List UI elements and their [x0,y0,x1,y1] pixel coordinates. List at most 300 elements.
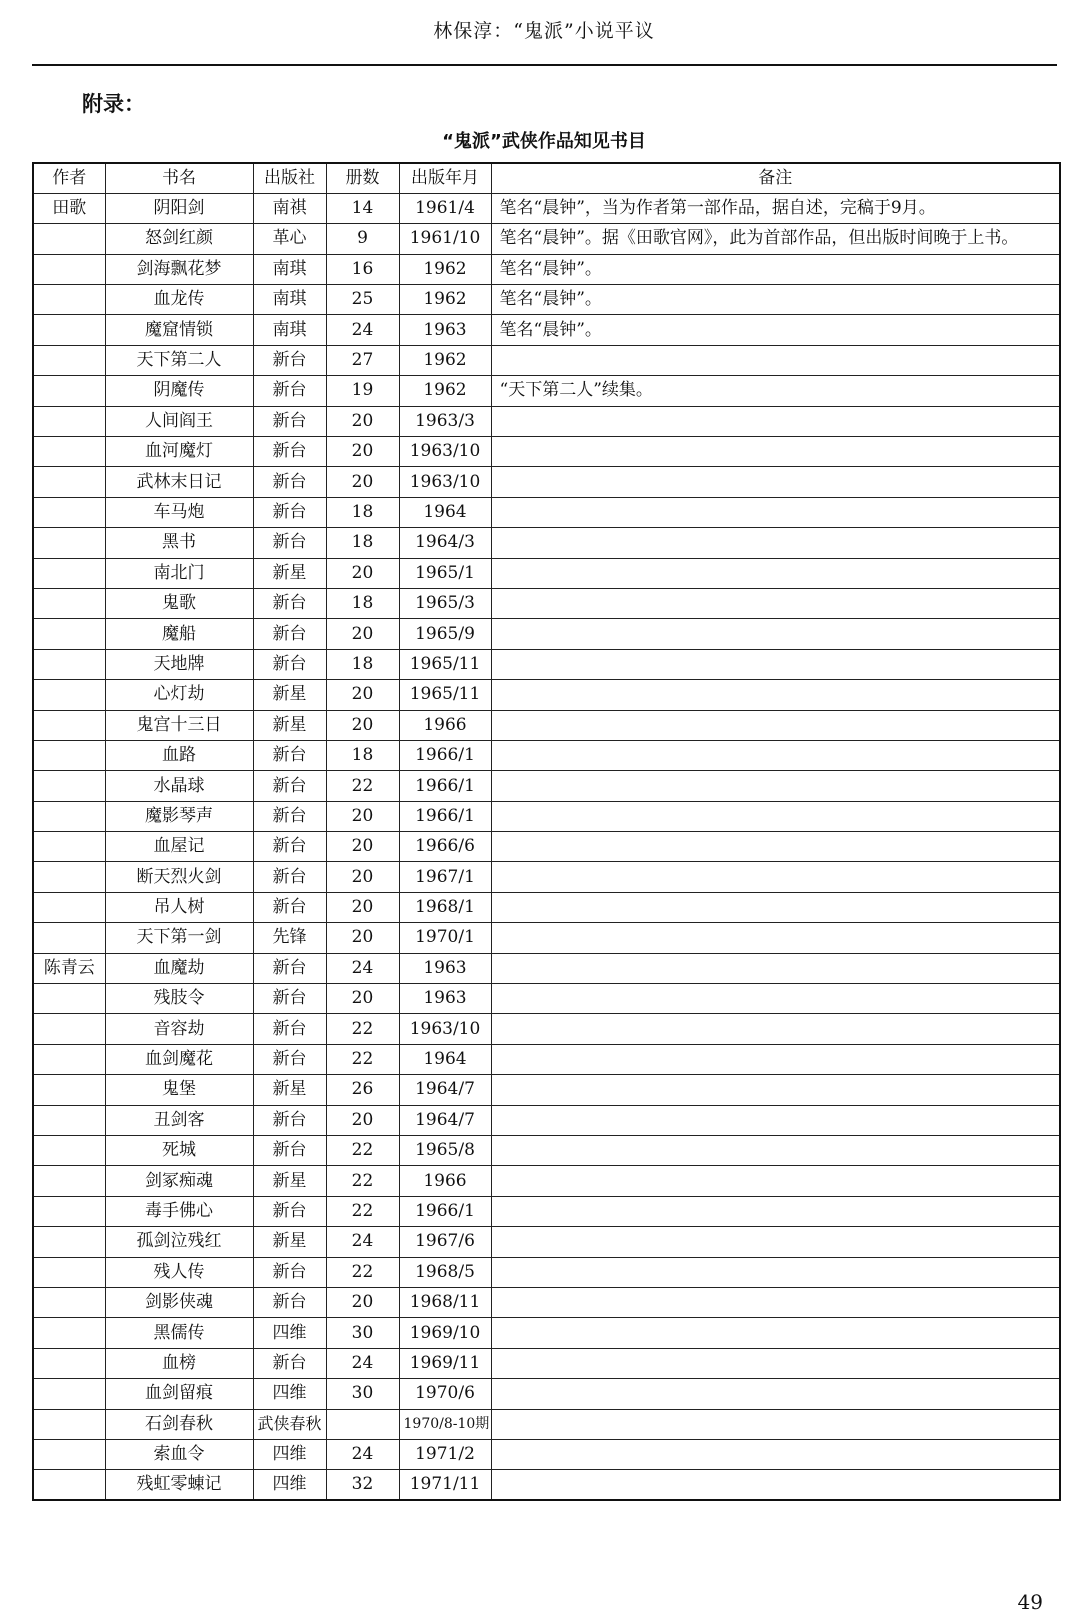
date-cell: 1970/6 [399,1379,491,1409]
volumes-cell: 20 [326,437,399,467]
column-header-author: 作者 [33,163,105,193]
note-cell [491,1075,1060,1105]
title-cell: 血剑留痕 [105,1379,253,1409]
title-cell: 断天烈火剑 [105,862,253,892]
volumes-cell: 20 [326,862,399,892]
date-cell: 1970/8-10期 [399,1409,491,1439]
author-cell [33,1348,105,1378]
date-cell: 1968/1 [399,892,491,922]
note-cell [491,497,1060,527]
title-cell: 索血令 [105,1439,253,1469]
title-cell: 武林末日记 [105,467,253,497]
volumes-cell: 22 [326,1136,399,1166]
table-row [33,1379,1060,1409]
author-cell [33,467,105,497]
volumes-cell: 24 [326,1348,399,1378]
table-row [33,1014,1060,1044]
note-cell [491,1136,1060,1166]
table-row [33,1136,1060,1166]
volumes-cell: 20 [326,832,399,862]
note-cell: 笔名“晨钟”。 [491,285,1060,315]
volumes-cell: 22 [326,1257,399,1287]
date-cell: 1963/10 [399,1014,491,1044]
volumes-cell: 22 [326,1196,399,1226]
volumes-cell: 20 [326,619,399,649]
note-cell: 笔名“晨钟”，当为作者第一部作品，据自述，完稿于9月。 [491,193,1060,223]
author-cell [33,345,105,375]
title-cell: 血屋记 [105,832,253,862]
publisher-cell: 新台 [253,437,326,467]
author-cell [33,1409,105,1439]
volumes-cell: 24 [326,315,399,345]
volumes-cell: 22 [326,1044,399,1074]
author-cell [33,1044,105,1074]
date-cell: 1966 [399,710,491,740]
author-cell [33,740,105,770]
author-cell [33,923,105,953]
title-cell: 剑影侠魂 [105,1287,253,1317]
volumes-cell: 9 [326,224,399,254]
title-cell: 丑剑客 [105,1105,253,1135]
table-row [33,680,1060,710]
table-row [33,1075,1060,1105]
table-row [33,1318,1060,1348]
author-cell [33,1318,105,1348]
table-row [33,649,1060,679]
date-cell: 1962 [399,345,491,375]
table-row [33,376,1060,406]
volumes-cell: 20 [326,1105,399,1135]
author-cell [33,862,105,892]
note-cell [491,1379,1060,1409]
note-cell [491,1105,1060,1135]
note-cell: 笔名“晨钟”。 [491,254,1060,284]
title-cell: 鬼歌 [105,588,253,618]
date-cell: 1962 [399,285,491,315]
publisher-cell: 新台 [253,740,326,770]
title-cell: 阴魔传 [105,376,253,406]
title-cell: 剑海飘花梦 [105,254,253,284]
date-cell: 1961/4 [399,193,491,223]
publisher-cell: 四维 [253,1379,326,1409]
table-title: “鬼派”武侠作品知见书目 [442,131,646,152]
publisher-cell: 四维 [253,1470,326,1500]
title-cell: 魔船 [105,619,253,649]
publisher-cell: 新台 [253,771,326,801]
column-header-title: 书名 [105,163,253,193]
table-row [33,619,1060,649]
publisher-cell: 新台 [253,984,326,1014]
note-cell [491,801,1060,831]
section-label: 附录： [82,92,145,116]
volumes-cell: 18 [326,649,399,679]
table-row [33,1105,1060,1135]
volumes-cell: 20 [326,710,399,740]
note-cell [491,1166,1060,1196]
date-cell: 1966/1 [399,1196,491,1226]
author-cell [33,1196,105,1226]
note-cell [491,832,1060,862]
volumes-cell: 20 [326,558,399,588]
publisher-cell: 新星 [253,558,326,588]
author-cell [33,224,105,254]
publisher-cell: 新台 [253,953,326,983]
date-cell: 1961/10 [399,224,491,254]
publisher-cell: 新台 [253,1105,326,1135]
title-cell: 怒剑红颜 [105,224,253,254]
volumes-cell: 19 [326,376,399,406]
author-cell [33,619,105,649]
table-row [33,528,1060,558]
volumes-cell: 18 [326,588,399,618]
publisher-cell: 新星 [253,680,326,710]
date-cell: 1963/10 [399,437,491,467]
volumes-cell: 25 [326,285,399,315]
note-cell: 笔名“晨钟”。 [491,315,1060,345]
title-cell: 鬼堡 [105,1075,253,1105]
table-row [33,588,1060,618]
note-cell [491,406,1060,436]
table-row [33,1439,1060,1469]
note-cell [491,1318,1060,1348]
column-header-volumes: 册数 [326,163,399,193]
title-cell: 阴阳剑 [105,193,253,223]
table-row [33,1044,1060,1074]
publisher-cell: 新台 [253,892,326,922]
publisher-cell: 新台 [253,1014,326,1044]
title-cell: 剑冢痴魂 [105,1166,253,1196]
author-cell [33,801,105,831]
table-row [33,254,1060,284]
title-cell: 魔影琴声 [105,801,253,831]
note-cell [491,1044,1060,1074]
date-cell: 1965/3 [399,588,491,618]
title-cell: 心灯劫 [105,680,253,710]
publisher-cell: 新台 [253,376,326,406]
date-cell: 1962 [399,376,491,406]
column-header-date: 出版年月 [399,163,491,193]
note-cell [491,619,1060,649]
publisher-cell: 新台 [253,1044,326,1074]
publisher-cell: 新台 [253,1287,326,1317]
author-cell [33,649,105,679]
title-cell: 血剑魔花 [105,1044,253,1074]
title-cell: 血龙传 [105,285,253,315]
publisher-cell: 新台 [253,497,326,527]
date-cell: 1966 [399,1166,491,1196]
table-row [33,558,1060,588]
date-cell: 1966/1 [399,801,491,831]
author-cell [33,437,105,467]
volumes-cell: 24 [326,1439,399,1469]
publisher-cell: 新星 [253,1166,326,1196]
title-cell: 鬼宫十三日 [105,710,253,740]
publisher-cell: 武侠春秋 [253,1409,326,1439]
author-cell: 陈青云 [33,953,105,983]
table-row [33,437,1060,467]
author-cell [33,1257,105,1287]
volumes-cell: 20 [326,892,399,922]
date-cell: 1971/2 [399,1439,491,1469]
page-number: 49 [1017,1590,1043,1614]
table-row [33,497,1060,527]
title-cell: 死城 [105,1136,253,1166]
table-row [33,1409,1060,1439]
publisher-cell: 南琪 [253,285,326,315]
author-cell: 田歌 [33,193,105,223]
author-cell [33,984,105,1014]
author-cell [33,892,105,922]
title-cell: 残人传 [105,1257,253,1287]
title-cell: 血榜 [105,1348,253,1378]
title-cell: 南北门 [105,558,253,588]
header-rule [32,64,1057,66]
volumes-cell [326,1409,399,1439]
note-cell [491,1348,1060,1378]
note-cell [491,710,1060,740]
title-cell: 血河魔灯 [105,437,253,467]
date-cell: 1966/1 [399,740,491,770]
note-cell [491,1227,1060,1257]
date-cell: 1965/9 [399,619,491,649]
table-row [33,345,1060,375]
author-cell [33,710,105,740]
publisher-cell: 新台 [253,1196,326,1226]
author-cell [33,285,105,315]
volumes-cell: 22 [326,1166,399,1196]
author-cell [33,680,105,710]
volumes-cell: 20 [326,801,399,831]
title-cell: 吊人树 [105,892,253,922]
author-cell [33,497,105,527]
note-cell [491,1014,1060,1044]
volumes-cell: 14 [326,193,399,223]
title-cell: 天下第二人 [105,345,253,375]
note-cell [491,1409,1060,1439]
date-cell: 1968/5 [399,1257,491,1287]
volumes-cell: 16 [326,254,399,284]
author-cell [33,588,105,618]
title-cell: 血魔劫 [105,953,253,983]
date-cell: 1965/8 [399,1136,491,1166]
note-cell [491,558,1060,588]
note-cell [491,528,1060,558]
author-cell [33,1227,105,1257]
date-cell: 1966/1 [399,771,491,801]
date-cell: 1967/6 [399,1227,491,1257]
date-cell: 1964/7 [399,1105,491,1135]
publisher-cell: 新台 [253,1136,326,1166]
table-header-row [33,163,1060,193]
table-row [33,1166,1060,1196]
table-row [33,771,1060,801]
publisher-cell: 新台 [253,1348,326,1378]
column-header-note: 备注 [491,163,1060,193]
column-header-publisher: 出版社 [253,163,326,193]
publisher-cell: 新星 [253,1075,326,1105]
title-cell: 残虹零蝀记 [105,1470,253,1500]
table-row [33,923,1060,953]
publisher-cell: 新台 [253,801,326,831]
table-row [33,862,1060,892]
table-row [33,740,1060,770]
volumes-cell: 20 [326,984,399,1014]
date-cell: 1963/10 [399,467,491,497]
volumes-cell: 32 [326,1470,399,1500]
volumes-cell: 20 [326,406,399,436]
date-cell: 1963/3 [399,406,491,436]
table-row [33,1470,1060,1500]
title-cell: 音容劫 [105,1014,253,1044]
date-cell: 1964 [399,1044,491,1074]
author-cell [33,254,105,284]
volumes-cell: 24 [326,953,399,983]
publisher-cell: 新台 [253,406,326,436]
volumes-cell: 26 [326,1075,399,1105]
volumes-cell: 18 [326,497,399,527]
title-cell: 水晶球 [105,771,253,801]
date-cell: 1964/7 [399,1075,491,1105]
date-cell: 1966/6 [399,832,491,862]
date-cell: 1971/11 [399,1470,491,1500]
author-cell [33,528,105,558]
note-cell [491,771,1060,801]
publisher-cell: 新台 [253,832,326,862]
author-cell [33,1075,105,1105]
title-cell: 车马炮 [105,497,253,527]
note-cell: “天下第二人”续集。 [491,376,1060,406]
author-cell [33,1379,105,1409]
author-cell [33,1287,105,1317]
running-header: 林保淳：“鬼派”小说平议 [433,20,655,42]
publisher-cell: 新台 [253,467,326,497]
table-row [33,710,1060,740]
note-cell [491,345,1060,375]
author-cell [33,1470,105,1500]
date-cell: 1970/1 [399,923,491,953]
title-cell: 天下第一剑 [105,923,253,953]
table-row [33,801,1060,831]
author-cell [33,315,105,345]
date-cell: 1962 [399,254,491,284]
date-cell: 1963 [399,984,491,1014]
table-row [33,1287,1060,1317]
date-cell: 1964 [399,497,491,527]
table-row [33,1196,1060,1226]
table-row [33,832,1060,862]
title-cell: 血路 [105,740,253,770]
date-cell: 1967/1 [399,862,491,892]
table-row [33,953,1060,983]
volumes-cell: 22 [326,771,399,801]
title-cell: 残肢令 [105,984,253,1014]
date-cell: 1965/11 [399,649,491,679]
note-cell [491,892,1060,922]
author-cell [33,1105,105,1135]
author-cell [33,1136,105,1166]
volumes-cell: 30 [326,1318,399,1348]
publisher-cell: 新台 [253,649,326,679]
note-cell [491,740,1060,770]
author-cell [33,1439,105,1469]
volumes-cell: 20 [326,923,399,953]
author-cell [33,376,105,406]
title-cell: 孤剑泣残红 [105,1227,253,1257]
title-cell: 黑书 [105,528,253,558]
note-cell [491,680,1060,710]
author-cell [33,406,105,436]
title-cell: 毒手佛心 [105,1196,253,1226]
table-row [33,1348,1060,1378]
publisher-cell: 新台 [253,588,326,618]
volumes-cell: 24 [326,1227,399,1257]
author-cell [33,832,105,862]
note-cell [491,984,1060,1014]
table-row [33,1227,1060,1257]
table-row [33,1257,1060,1287]
date-cell: 1963 [399,315,491,345]
title-cell: 黑儒传 [105,1318,253,1348]
publisher-cell: 新台 [253,862,326,892]
date-cell: 1969/11 [399,1348,491,1378]
table-body [33,193,1060,1500]
publisher-cell: 南琪 [253,315,326,345]
note-cell [491,437,1060,467]
date-cell: 1963 [399,953,491,983]
date-cell: 1965/1 [399,558,491,588]
publisher-cell: 新星 [253,1227,326,1257]
volumes-cell: 18 [326,740,399,770]
title-cell: 石剑春秋 [105,1409,253,1439]
publisher-cell: 革心 [253,224,326,254]
date-cell: 1968/11 [399,1287,491,1317]
bibliography-table [32,162,1061,1501]
publisher-cell: 新台 [253,528,326,558]
note-cell [491,923,1060,953]
note-cell [491,588,1060,618]
publisher-cell: 新台 [253,1257,326,1287]
author-cell [33,1014,105,1044]
table-row [33,406,1060,436]
note-cell [491,1196,1060,1226]
note-cell [491,649,1060,679]
publisher-cell: 先锋 [253,923,326,953]
author-cell [33,558,105,588]
volumes-cell: 20 [326,680,399,710]
publisher-cell: 南琪 [253,254,326,284]
publisher-cell: 新台 [253,345,326,375]
volumes-cell: 20 [326,467,399,497]
table-row [33,224,1060,254]
volumes-cell: 30 [326,1379,399,1409]
publisher-cell: 四维 [253,1439,326,1469]
note-cell [491,1287,1060,1317]
note-cell [491,862,1060,892]
title-cell: 人间阎王 [105,406,253,436]
note-cell [491,953,1060,983]
table-row [33,285,1060,315]
table-row [33,984,1060,1014]
table-row [33,315,1060,345]
table-row [33,193,1060,223]
volumes-cell: 27 [326,345,399,375]
publisher-cell: 南祺 [253,193,326,223]
title-cell: 魔窟情锁 [105,315,253,345]
date-cell: 1969/10 [399,1318,491,1348]
volumes-cell: 18 [326,528,399,558]
volumes-cell: 22 [326,1014,399,1044]
table-row [33,892,1060,922]
